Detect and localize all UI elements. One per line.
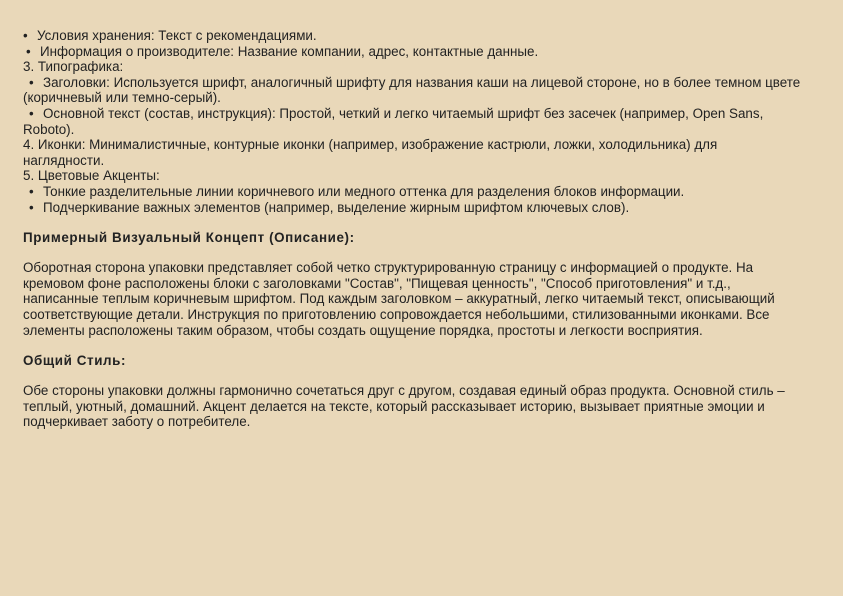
document	[23, 28, 823, 430]
concept-heading: Примерный Визуальный Концепт (Описание):	[23, 230, 355, 246]
list-item-lines	[23, 184, 823, 200]
bullet-icon: •	[26, 43, 31, 59]
style-line: Обе стороны упаковки должны гармонично сочетаться друг с другом, создавая единый образ продукта. Основной стиль –	[23, 383, 785, 399]
accents-title: 5. Цветовые Акценты:	[23, 168, 160, 184]
list-item-text: Тонкие разделительные линии коричневого или медного оттенка для разделения блоков информации.	[43, 183, 685, 199]
list-item-text: Информация о производителе: Название компании, адрес, контактные данные.	[40, 43, 539, 59]
concept-line: написанные теплым коричневым шрифтом. Под каждым заголовком – аккуратный, легко читаемый текст, описывающий	[23, 291, 775, 307]
bullet-icon: •	[23, 28, 28, 43]
bullet-icon: •	[29, 183, 34, 199]
concept-line: соответствующие детали. Инструкция по приготовлению сопровождается небольшими, стилизованными иконками. Все	[23, 306, 770, 322]
list-item-text: Основной текст (состав, инструкция): Простой, четкий и легко читаемый шрифт без засечек (например, Open Sans,	[43, 105, 764, 121]
list-item-emphasis	[23, 200, 823, 216]
typography-title: 3. Типографика:	[23, 59, 124, 75]
icons-item-cont: наглядности.	[23, 152, 105, 168]
icons-item: 4. Иконки: Минималистичные, контурные иконки (например, изображение кастрюли, ложки, холодильника) для	[23, 137, 718, 153]
bullet-icon: •	[29, 199, 34, 215]
list-item-headings	[23, 75, 823, 91]
style-line: подчеркивает заботу о потребителе.	[23, 414, 251, 430]
list-item-text: Подчеркивание важных элементов (например, выделение жирным шрифтом ключевых слов).	[43, 199, 630, 215]
list-item-manufacturer	[23, 44, 823, 60]
list-item-body-text-cont: Roboto).	[23, 121, 75, 137]
list-item-text: Условия хранения: Текст с рекомендациями.	[37, 28, 317, 43]
list-item-storage	[23, 28, 823, 44]
concept-line: Оборотная сторона упаковки представляет собой четко структурированную страницу с информацией о продукте. На	[23, 260, 754, 276]
bullet-icon: •	[29, 74, 34, 90]
list-item-headings-cont: (коричневый или темно-серый).	[23, 90, 221, 106]
style-heading: Общий Стиль:	[23, 353, 127, 369]
bullet-icon: •	[29, 105, 34, 121]
concept-line: элементы расположены таким образом, чтобы создать ощущение порядка, простоты и легкости восприятия.	[23, 322, 703, 338]
list-item-text: Заголовки: Используется шрифт, аналогичный шрифту для названия каши на лицевой стороне, но в более темном цвете	[43, 74, 801, 90]
concept-line: кремовом фоне расположены блоки с заголовками "Состав", "Пищевая ценность", "Способ приготовления" и т.д.,	[23, 275, 731, 291]
list-item-body-text	[23, 106, 823, 122]
style-line: теплый, уютный, домашний. Акцент делается на тексте, который рассказывает историю, вызывает приятные эмоции и	[23, 398, 765, 414]
